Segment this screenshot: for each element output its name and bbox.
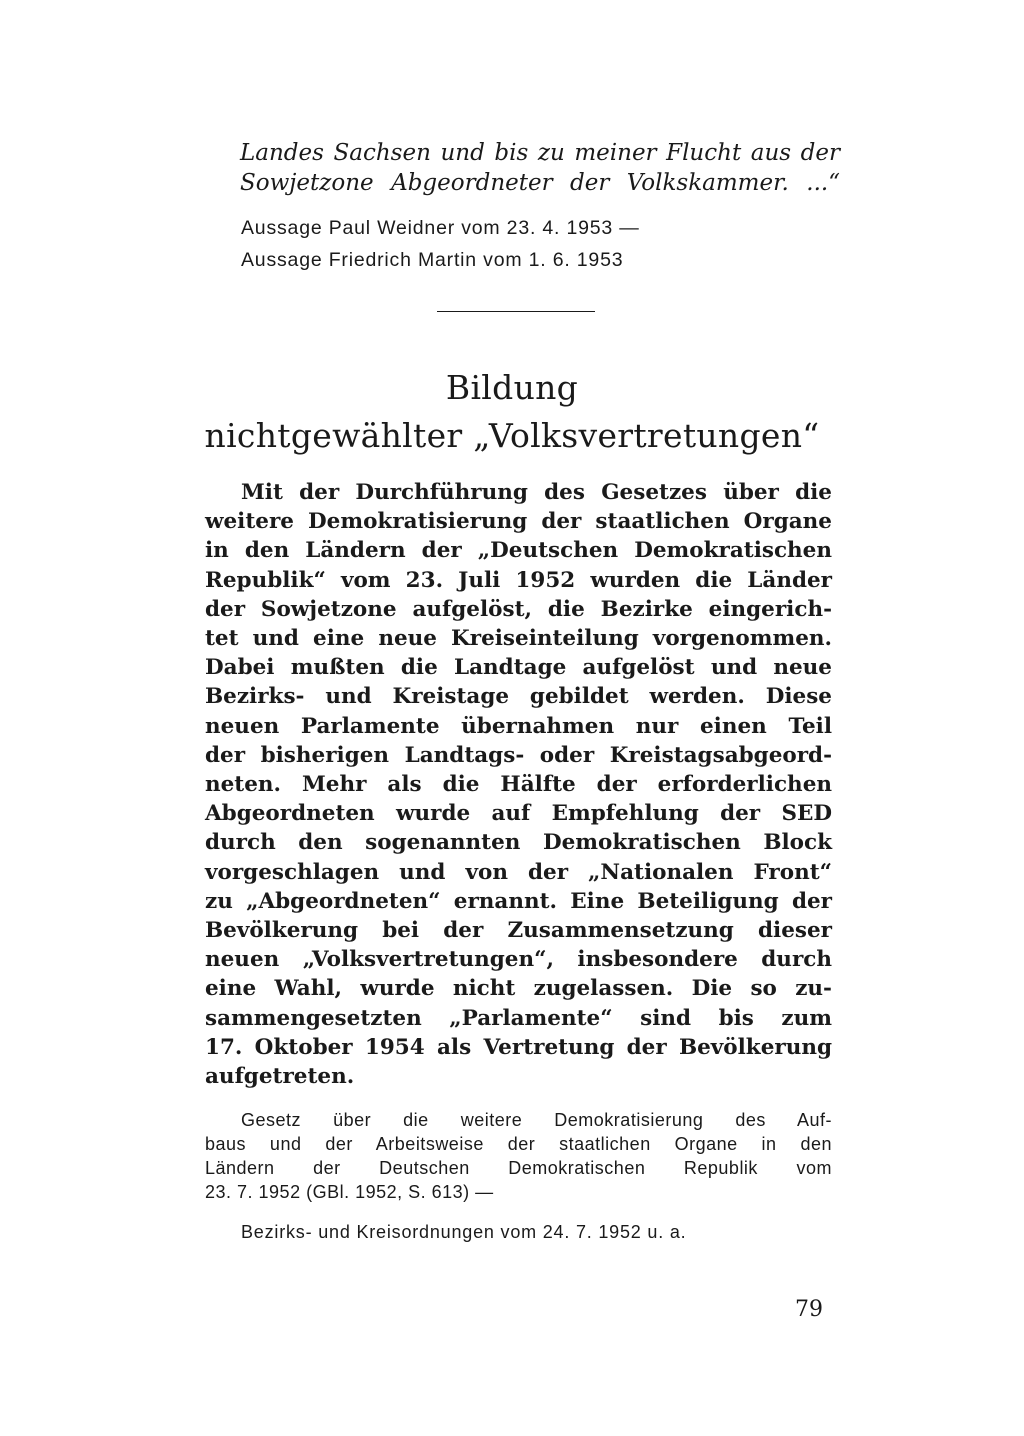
body-paragraph [205, 478, 832, 1091]
page-number: 79 [795, 1297, 823, 1322]
body-line: vorgeschlagen und von der „Nationalen Front“ [205, 859, 832, 885]
body-line: weitere Demokratisierung der staatlichen Organe [205, 509, 832, 535]
body-line: neten. Mehr als die Hälfte der erforderlichen [205, 772, 832, 798]
law-reference-line: Gesetz über die weitere Demokratisierung des Auf- [241, 1110, 832, 1130]
body-line: Republik“ vom 23. Juli 1952 wurden die Länder [205, 567, 832, 593]
body-line: eine Wahl, wurde nicht zugelassen. Die so zu- [205, 976, 832, 1002]
body-line: durch den sogenannten Demokratischen Block [205, 830, 832, 856]
law-reference-line: 23. 7. 1952 (GBl. 1952, S. 613) — [205, 1182, 494, 1202]
body-line: Abgeordneten wurde auf Empfehlung der SED [205, 801, 832, 827]
heading-line-1: Bildung [445, 368, 579, 407]
section-heading [150, 364, 874, 460]
body-line: 17. Oktober 1954 als Vertretung der Bevölkerung [205, 1034, 832, 1060]
section-divider [437, 311, 595, 312]
source-line: Aussage Paul Weidner vom 23. 4. 1953 — [241, 217, 640, 239]
body-line: Bezirks- und Kreistage gebildet werden. Diese [205, 684, 832, 710]
body-line: aufgetreten. [205, 1064, 355, 1090]
body-line: in den Ländern der „Deutschen Demokratischen [205, 538, 832, 564]
testimony-sources [241, 212, 640, 276]
body-line: der Sowjetzone aufgelöst, die Bezirke eingerich- [205, 596, 832, 622]
law-reference-line: Ländern der Deutschen Demokratischen Republik vom [205, 1158, 832, 1178]
body-line: Mit der Durchführung des Gesetzes über die [241, 480, 832, 505]
body-line: tet und eine neue Kreiseinteilung vorgenommen. [205, 626, 832, 652]
quote-line: Sowjetzone Abgeordneter der Volkskammer. ...“ [240, 170, 840, 196]
body-line: zu „Abgeordneten“ ernannt. Eine Beteiligung der [205, 888, 832, 914]
body-line: neuen „Volksvertretungen“, insbesondere durch [205, 947, 832, 973]
quote-line: Landes Sachsen und bis zu meiner Flucht aus der [240, 140, 840, 166]
body-line: der bisherigen Landtags- oder Kreistagsabgeord- [205, 742, 832, 768]
body-line: Dabei mußten die Landtage aufgelöst und neue [205, 655, 832, 681]
body-line: sammengesetzten „Parlamente“ sind bis zum [205, 1005, 832, 1031]
heading-line-2: nichtgewählter „Volksvertretungen“ [204, 416, 820, 455]
quote-continuation [240, 138, 840, 198]
law-reference [205, 1108, 832, 1204]
body-line: neuen Parlamente übernahmen nur einen Teil [205, 713, 832, 739]
source-line: Aussage Friedrich Martin vom 1. 6. 1953 [241, 249, 624, 271]
body-line: Bevölkerung bei der Zusammensetzung dieser [205, 918, 832, 944]
law-reference-line: baus und der Arbeitsweise der staatlichen Organe in den [205, 1134, 832, 1154]
ordinance-reference: Bezirks- und Kreisordnungen vom 24. 7. 1952 u. a. [241, 1222, 687, 1242]
